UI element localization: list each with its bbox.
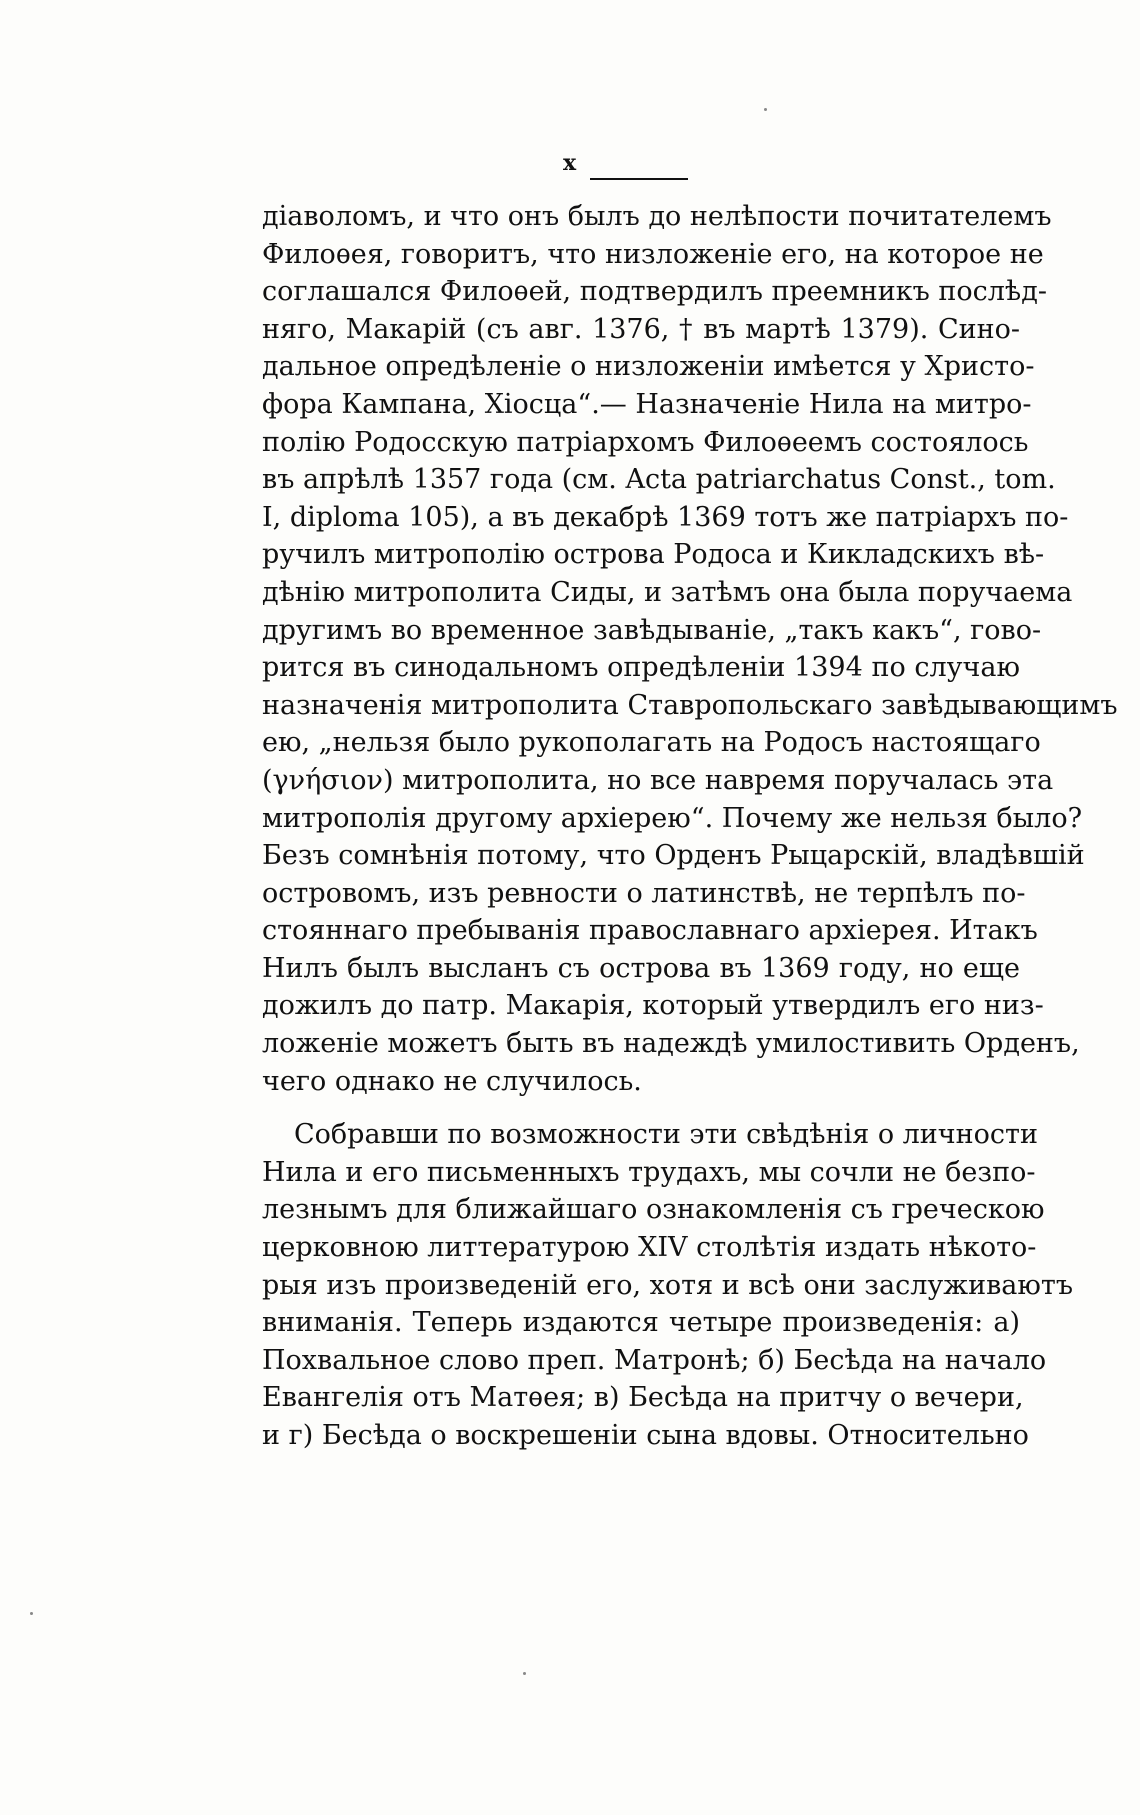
page-number: x — [562, 150, 578, 176]
text-line: діаволомъ, и что онъ былъ до нелѣпости почитателемъ — [262, 201, 1052, 232]
text-line: рится въ синодальномъ опредѣленіи 1394 по случаю — [262, 652, 1020, 684]
text-line: островомъ, изъ ревности о латинствѣ, не терпѣлъ по- — [262, 877, 1026, 909]
body-text — [262, 198, 1118, 1455]
paper-speck — [764, 108, 767, 111]
text-line: митрополія другому архіерею“. Почему же нельзя было? — [262, 802, 1083, 834]
paper-speck — [523, 1672, 526, 1675]
text-line: Евангелія отъ Матѳея; в) Бесѣда на притчу о вечери, — [262, 1382, 1024, 1414]
text-line: (γνήσιον) митрополита, но все навремя поручалась эта — [262, 764, 1054, 796]
text-line: рыя изъ произведеній его, хотя и всѣ они заслуживаютъ — [262, 1269, 1074, 1301]
text-line: Филоѳея, говоритъ, что низложеніе его, на которое не — [262, 238, 1044, 270]
text-line: няго, Макарій (съ авг. 1376, † въ мартѣ 1379). Сино- — [262, 313, 1020, 345]
paragraph-2 — [262, 1116, 1074, 1454]
text-line: въ апрѣлѣ 1357 года (см. Acta patriarchatus Const., tom. — [262, 464, 1056, 496]
text-line: Безъ сомнѣнія потому, что Орденъ Рыцарскій, владѣвшій — [262, 840, 1085, 872]
text-line: фора Кампана, Хіосца“.— Назначеніе Нила на митро- — [262, 388, 1032, 420]
text-line: ею, „нельзя было рукополагать на Родосъ настоящаго — [262, 727, 1041, 759]
text-line: Нилъ былъ высланъ съ острова въ 1369 году, но еще — [262, 952, 1020, 984]
text-line: вниманія. Теперь издаются четыре произведенія: а) — [262, 1307, 1020, 1339]
text-line: лезнымъ для ближайшаго ознакомленія съ греческою — [262, 1194, 1045, 1226]
text-line: дальное опредѣленіе о низложеніи имѣется у Христо- — [262, 351, 1035, 383]
text-line: Нила и его письменныхъ трудахъ, мы сочли не безпо- — [262, 1156, 1036, 1188]
text-line: ложеніе можетъ быть въ надеждѣ умилостивить Орденъ, — [262, 1028, 1080, 1060]
text-line: церковною литтературою XIV столѣтія издать нѣкото- — [262, 1232, 1037, 1264]
paragraph-gap — [262, 1100, 1020, 1116]
paper-speck — [30, 1612, 33, 1615]
text-line: чего однако не случилось. — [262, 1065, 642, 1097]
text-line: дожилъ до патр. Макарія, который утвердилъ его низ- — [262, 990, 1044, 1022]
header-rule — [590, 178, 688, 180]
text-line: и г) Бесѣда о воскрешеніи сына вдовы. Относительно — [262, 1420, 1029, 1451]
text-line: стояннаго пребыванія православнаго архіерея. Итакъ — [262, 915, 1038, 947]
text-line: Похвальное слово преп. Матронѣ; б) Бесѣда на начало — [262, 1344, 1047, 1376]
text-line: полію Родосскую патріархомъ Филоѳеемъ состоялось — [262, 426, 1029, 458]
text-line: ручилъ митрополію острова Родоса и Кикладскихъ вѣ- — [262, 539, 1045, 571]
text-line: соглашался Филоѳей, подтвердилъ преемникъ послѣд- — [262, 276, 1047, 308]
paragraph-1 — [262, 198, 1118, 1100]
text-line: другимъ во временное завѣдываніе, „такъ какъ“, гово- — [262, 614, 1042, 646]
text-line: I, diploma 105), а въ декабрѣ 1369 тотъ же патріархъ по- — [262, 501, 1069, 533]
text-line: назначенія митрополита Ставропольскаго завѣдывающимъ — [262, 689, 1118, 721]
text-line: дѣнію митрополита Сиды, и затѣмъ она была поручаема — [262, 576, 1073, 608]
text-line: Собравши по возможности эти свѣдѣнія о личности — [294, 1119, 1038, 1151]
